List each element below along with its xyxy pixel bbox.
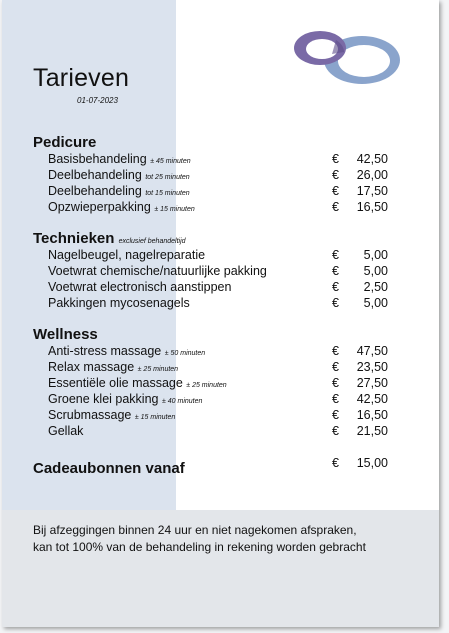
item-price: 5,00 xyxy=(363,248,388,262)
currency-symbol: € xyxy=(332,376,339,390)
section-title: Wellness xyxy=(33,326,98,343)
item-price: 42,50 xyxy=(356,152,388,166)
section-heading-technieken xyxy=(33,230,186,247)
price-row xyxy=(48,184,388,200)
item-price: 26,00 xyxy=(356,168,388,182)
item-note: ± 25 minuten xyxy=(186,382,227,389)
currency-symbol: € xyxy=(332,456,339,470)
item-price: 23,50 xyxy=(356,360,388,374)
item-name: Groene klei pakking xyxy=(48,392,159,406)
cancellation-notice xyxy=(33,522,423,556)
section-heading-wellness xyxy=(33,326,98,343)
price-row xyxy=(48,376,388,392)
item-name: Essentiële olie massage xyxy=(48,376,183,390)
item-price: 2,50 xyxy=(363,280,388,294)
price-row xyxy=(48,168,388,184)
item-price: 27,50 xyxy=(356,376,388,390)
currency-symbol: € xyxy=(332,264,339,278)
price-row xyxy=(48,152,388,168)
currency-symbol: € xyxy=(332,344,339,358)
item-price: 17,50 xyxy=(356,184,388,198)
item-name: Scrubmassage xyxy=(48,408,132,422)
currency-symbol: € xyxy=(332,152,339,166)
currency-symbol: € xyxy=(332,408,339,422)
price-row xyxy=(48,248,388,264)
currency-symbol: € xyxy=(332,424,339,438)
item-name: Pakkingen mycosenagels xyxy=(48,296,190,310)
item-price: 42,50 xyxy=(356,392,388,406)
item-price: 47,50 xyxy=(356,344,388,358)
price-row xyxy=(48,344,388,360)
price-sheet xyxy=(2,0,439,627)
item-price: 5,00 xyxy=(363,296,388,310)
notice-line: Bij afzeggingen binnen 24 uur en niet nagekomen afspraken, xyxy=(33,523,357,537)
item-name: Deelbehandeling xyxy=(48,184,142,198)
item-note: ± 25 minuten xyxy=(137,366,179,373)
section-title: Technieken xyxy=(33,230,115,247)
item-price: 5,00 xyxy=(363,264,388,278)
item-note: ± 15 minuten xyxy=(154,206,195,213)
price-row xyxy=(48,280,388,296)
section-subtitle: exclusief behandeltijd xyxy=(118,238,186,245)
item-name: Anti-stress massage xyxy=(48,344,162,358)
logo-icon xyxy=(292,28,402,88)
currency-symbol: € xyxy=(332,392,339,406)
item-name: Opzwieperpakking xyxy=(48,200,151,214)
item-name: Nagelbeugel, nagelreparatie xyxy=(48,248,206,262)
price-row xyxy=(48,264,388,280)
notice-line: kan tot 100% van de behandeling in rekening worden gebracht xyxy=(33,540,366,554)
price-row xyxy=(48,360,388,376)
item-note: tot 25 minuten xyxy=(145,174,190,181)
currency-symbol: € xyxy=(332,248,339,262)
currency-symbol: € xyxy=(332,360,339,374)
item-note: ± 50 minuten xyxy=(164,350,206,357)
currency-symbol: € xyxy=(332,296,339,310)
price-row xyxy=(48,200,388,216)
item-note: ± 45 minuten xyxy=(150,158,191,165)
currency-symbol: € xyxy=(332,200,339,214)
item-price: 16,50 xyxy=(356,200,388,214)
gift-voucher-price: 15,00 xyxy=(356,456,388,470)
price-row xyxy=(48,296,388,312)
date-label: 01-07-2023 xyxy=(77,96,118,105)
item-name: Gellak xyxy=(48,424,84,438)
gift-voucher-label: Cadeaubonnen vanaf xyxy=(33,460,185,477)
section-heading-pedicure xyxy=(33,134,96,151)
item-price: 16,50 xyxy=(356,408,388,422)
item-name: Voetwrat electronisch aanstippen xyxy=(48,280,232,294)
price-row xyxy=(48,408,388,424)
currency-symbol: € xyxy=(332,184,339,198)
section-title: Pedicure xyxy=(33,134,97,151)
item-note: ± 15 minuten xyxy=(134,414,176,421)
currency-symbol: € xyxy=(332,280,339,294)
page-title: Tarieven xyxy=(33,64,130,92)
item-name: Basisbehandeling xyxy=(48,152,147,166)
price-row xyxy=(48,392,388,408)
currency-symbol: € xyxy=(332,168,339,182)
item-note: tot 15 minuten xyxy=(145,190,190,197)
price-row xyxy=(48,424,388,440)
item-note: ± 40 minuten xyxy=(161,398,203,405)
item-name: Deelbehandeling xyxy=(48,168,142,182)
item-price: 21,50 xyxy=(356,424,388,438)
item-name: Voetwrat chemische/natuurlijke pakking xyxy=(48,264,267,278)
item-name: Relax massage xyxy=(48,360,135,374)
